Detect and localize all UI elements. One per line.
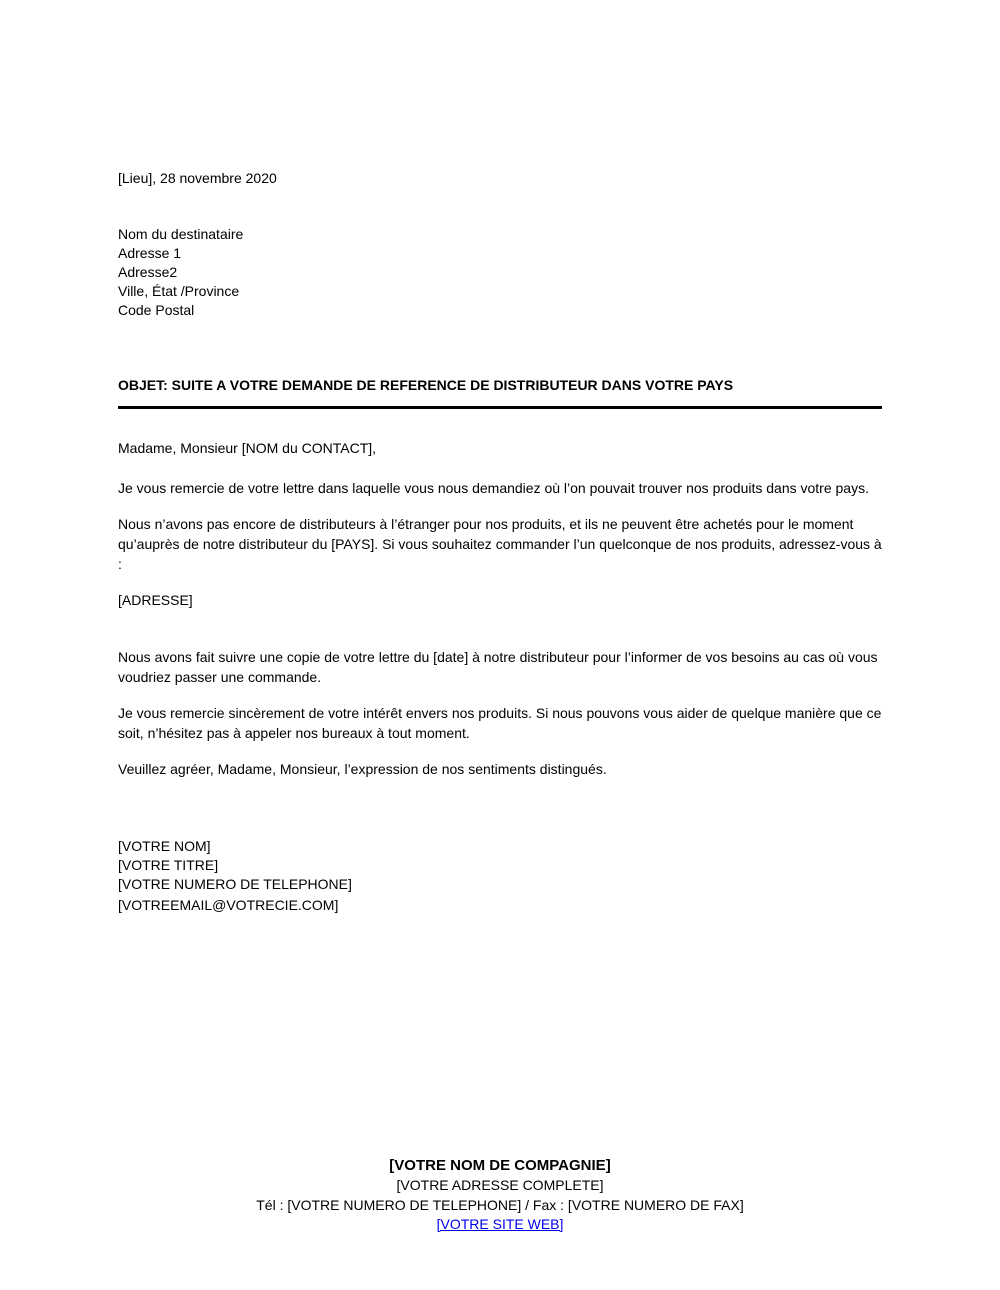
recipient-block bbox=[118, 225, 882, 320]
date-line: [Lieu], 28 novembre 2020 bbox=[118, 170, 277, 186]
paragraph-thanks: Je vous remercie de votre lettre dans laquelle vous nous demandiez où l’on pouvait trouver nos produits dans votre pays. bbox=[118, 480, 869, 496]
closing-line: Veuillez agréer, Madame, Monsieur, l’expression de nos sentiments distingués. bbox=[118, 761, 607, 777]
recipient-address-2: Adresse2 bbox=[118, 264, 178, 280]
footer-company-address: [VOTRE ADRESSE COMPLETE] bbox=[396, 1177, 604, 1193]
signature-email: [VOTREEMAIL@VOTRECIE.COM] bbox=[118, 897, 339, 913]
recipient-city-state: Ville, État /Province bbox=[118, 283, 240, 299]
salutation: Madame, Monsieur [NOM du CONTACT], bbox=[118, 440, 377, 456]
letter-body bbox=[118, 168, 882, 915]
footer-tel-fax: Tél : [VOTRE NUMERO DE TELEPHONE] / Fax : [VOTRE NUMERO DE FAX] bbox=[256, 1197, 744, 1213]
paragraph-copy-forwarded: Nous avons fait suivre une copie de votre lettre du [date] à notre distributeur pour l’informer de vos besoins au cas où vous voudriez passer une commande. bbox=[118, 649, 878, 685]
recipient-postal-code: Code Postal bbox=[118, 302, 195, 318]
address-placeholder: [ADRESSE] bbox=[118, 592, 193, 608]
signature-phone: [VOTRE NUMERO DE TELEPHONE] bbox=[118, 876, 352, 892]
paragraph-interest-thanks: Je vous remercie sincèrement de votre intérêt envers nos produits. Si nous pouvons vous aider de quelque manière que ce soit, n’hésitez pas à appeler nos bureaux à tout moment. bbox=[118, 705, 882, 741]
recipient-name: Nom du destinataire bbox=[118, 226, 244, 242]
paragraph-no-distributors: Nous n’avons pas encore de distributeurs à l’étranger pour nos produits, et ils ne peuvent être achetés pour le moment qu’auprès de notre distributeur du [PAYS]. Si vous souhaitez commander l’un quelconque de nos produits, adressez-vous à : bbox=[118, 516, 882, 572]
footer-website-link[interactable]: [VOTRE SITE WEB] bbox=[436, 1216, 564, 1232]
company-footer bbox=[0, 1156, 1000, 1234]
footer-company-name: [VOTRE NOM DE COMPAGNIE] bbox=[389, 1157, 611, 1174]
subject-line: OBJET: SUITE A VOTRE DEMANDE DE REFERENCE DE DISTRIBUTEUR DANS VOTRE PAYS bbox=[118, 375, 882, 409]
signature-name: [VOTRE NOM] bbox=[118, 838, 211, 854]
signature-block bbox=[118, 837, 882, 915]
signature-title: [VOTRE TITRE] bbox=[118, 857, 219, 873]
recipient-address-1: Adresse 1 bbox=[118, 245, 182, 261]
